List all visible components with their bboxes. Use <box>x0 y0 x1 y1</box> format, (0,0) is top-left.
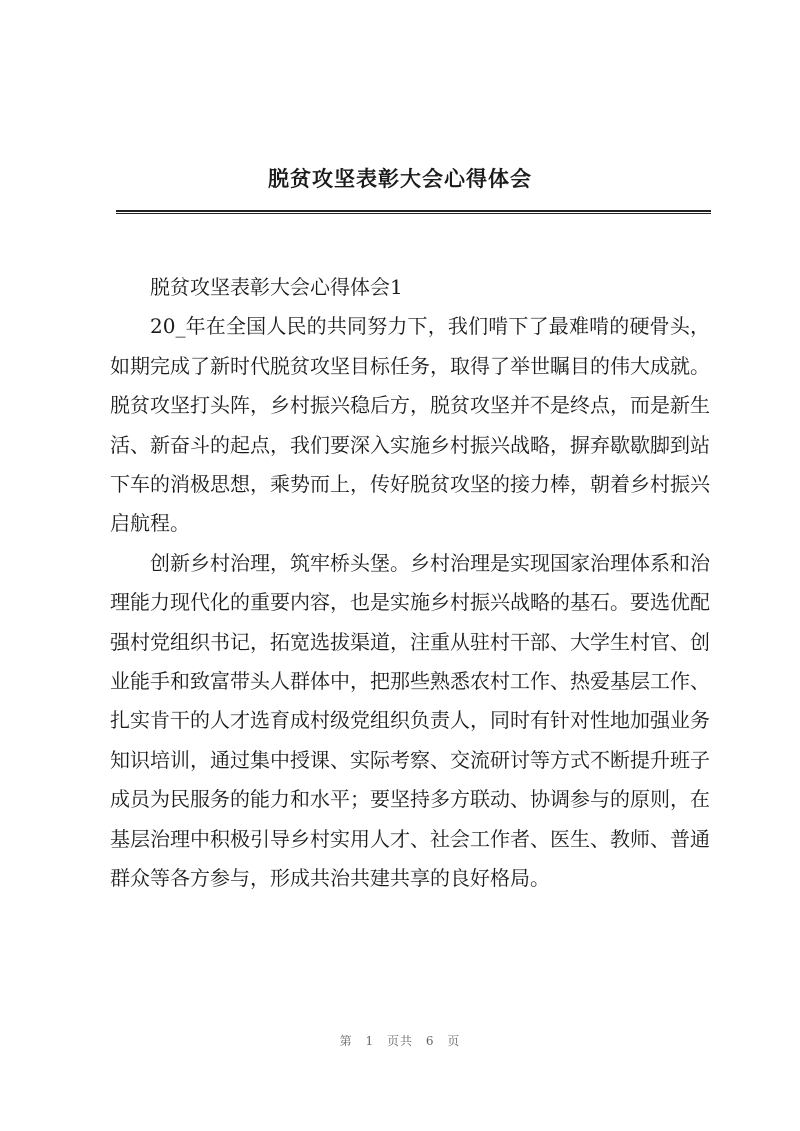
document-title: 脱贫攻坚表彰大会心得体会 <box>268 166 532 191</box>
section-heading: 脱贫攻坚表彰大会心得体会1 <box>150 275 403 299</box>
footer-middle: 页共 <box>386 1034 413 1048</box>
title-divider <box>116 210 711 214</box>
footer-current-page: 1 <box>365 1034 375 1048</box>
document-body <box>110 268 710 899</box>
footer-total-pages: 6 <box>425 1034 435 1048</box>
footer-prefix: 第 <box>339 1034 353 1048</box>
paragraph-2: 创新乡村治理，筑牢桥头堡。乡村治理是实现国家治理体系和治理能力现代化的重要内容，也是实施乡村振兴战略的基石。要选优配强村党组织书记，拓宽选拔渠道，注重从驻村干部、大学生村官、创业能手和致富带头人群体中，把那些熟悉农村工作、热爱基层工作、扎实肯干的人才选育成村级党组织负责人，同时有针对性地加强业务知识培训，通过集中授课、实际考察、交流研讨等方式不断提升班子成员为民服务的能力和水平；要坚持多方联动、协调参与的原则，在基层治理中积极引导乡村实用人才、社会工作者、医生、教师、普通群众等各方参与，形成共治共建共享的良好格局。 <box>110 550 710 891</box>
footer-suffix: 页 <box>447 1034 461 1048</box>
page-footer <box>0 1032 800 1049</box>
paragraph-1: 20_年在全国人民的共同努力下，我们啃下了最难啃的硬骨头，如期完成了新时代脱贫攻坚目标任务，取得了举世瞩目的伟大成就。脱贫攻坚打头阵，乡村振兴稳后方，脱贫攻坚并不是终点，而是新生活、新奋斗的起点，我们要深入实施乡村振兴战略，摒弃歇歇脚到站下车的消极思想，乘势而上，传好脱贫攻坚的接力棒，朝着乡村振兴启航程。 <box>110 314 710 536</box>
